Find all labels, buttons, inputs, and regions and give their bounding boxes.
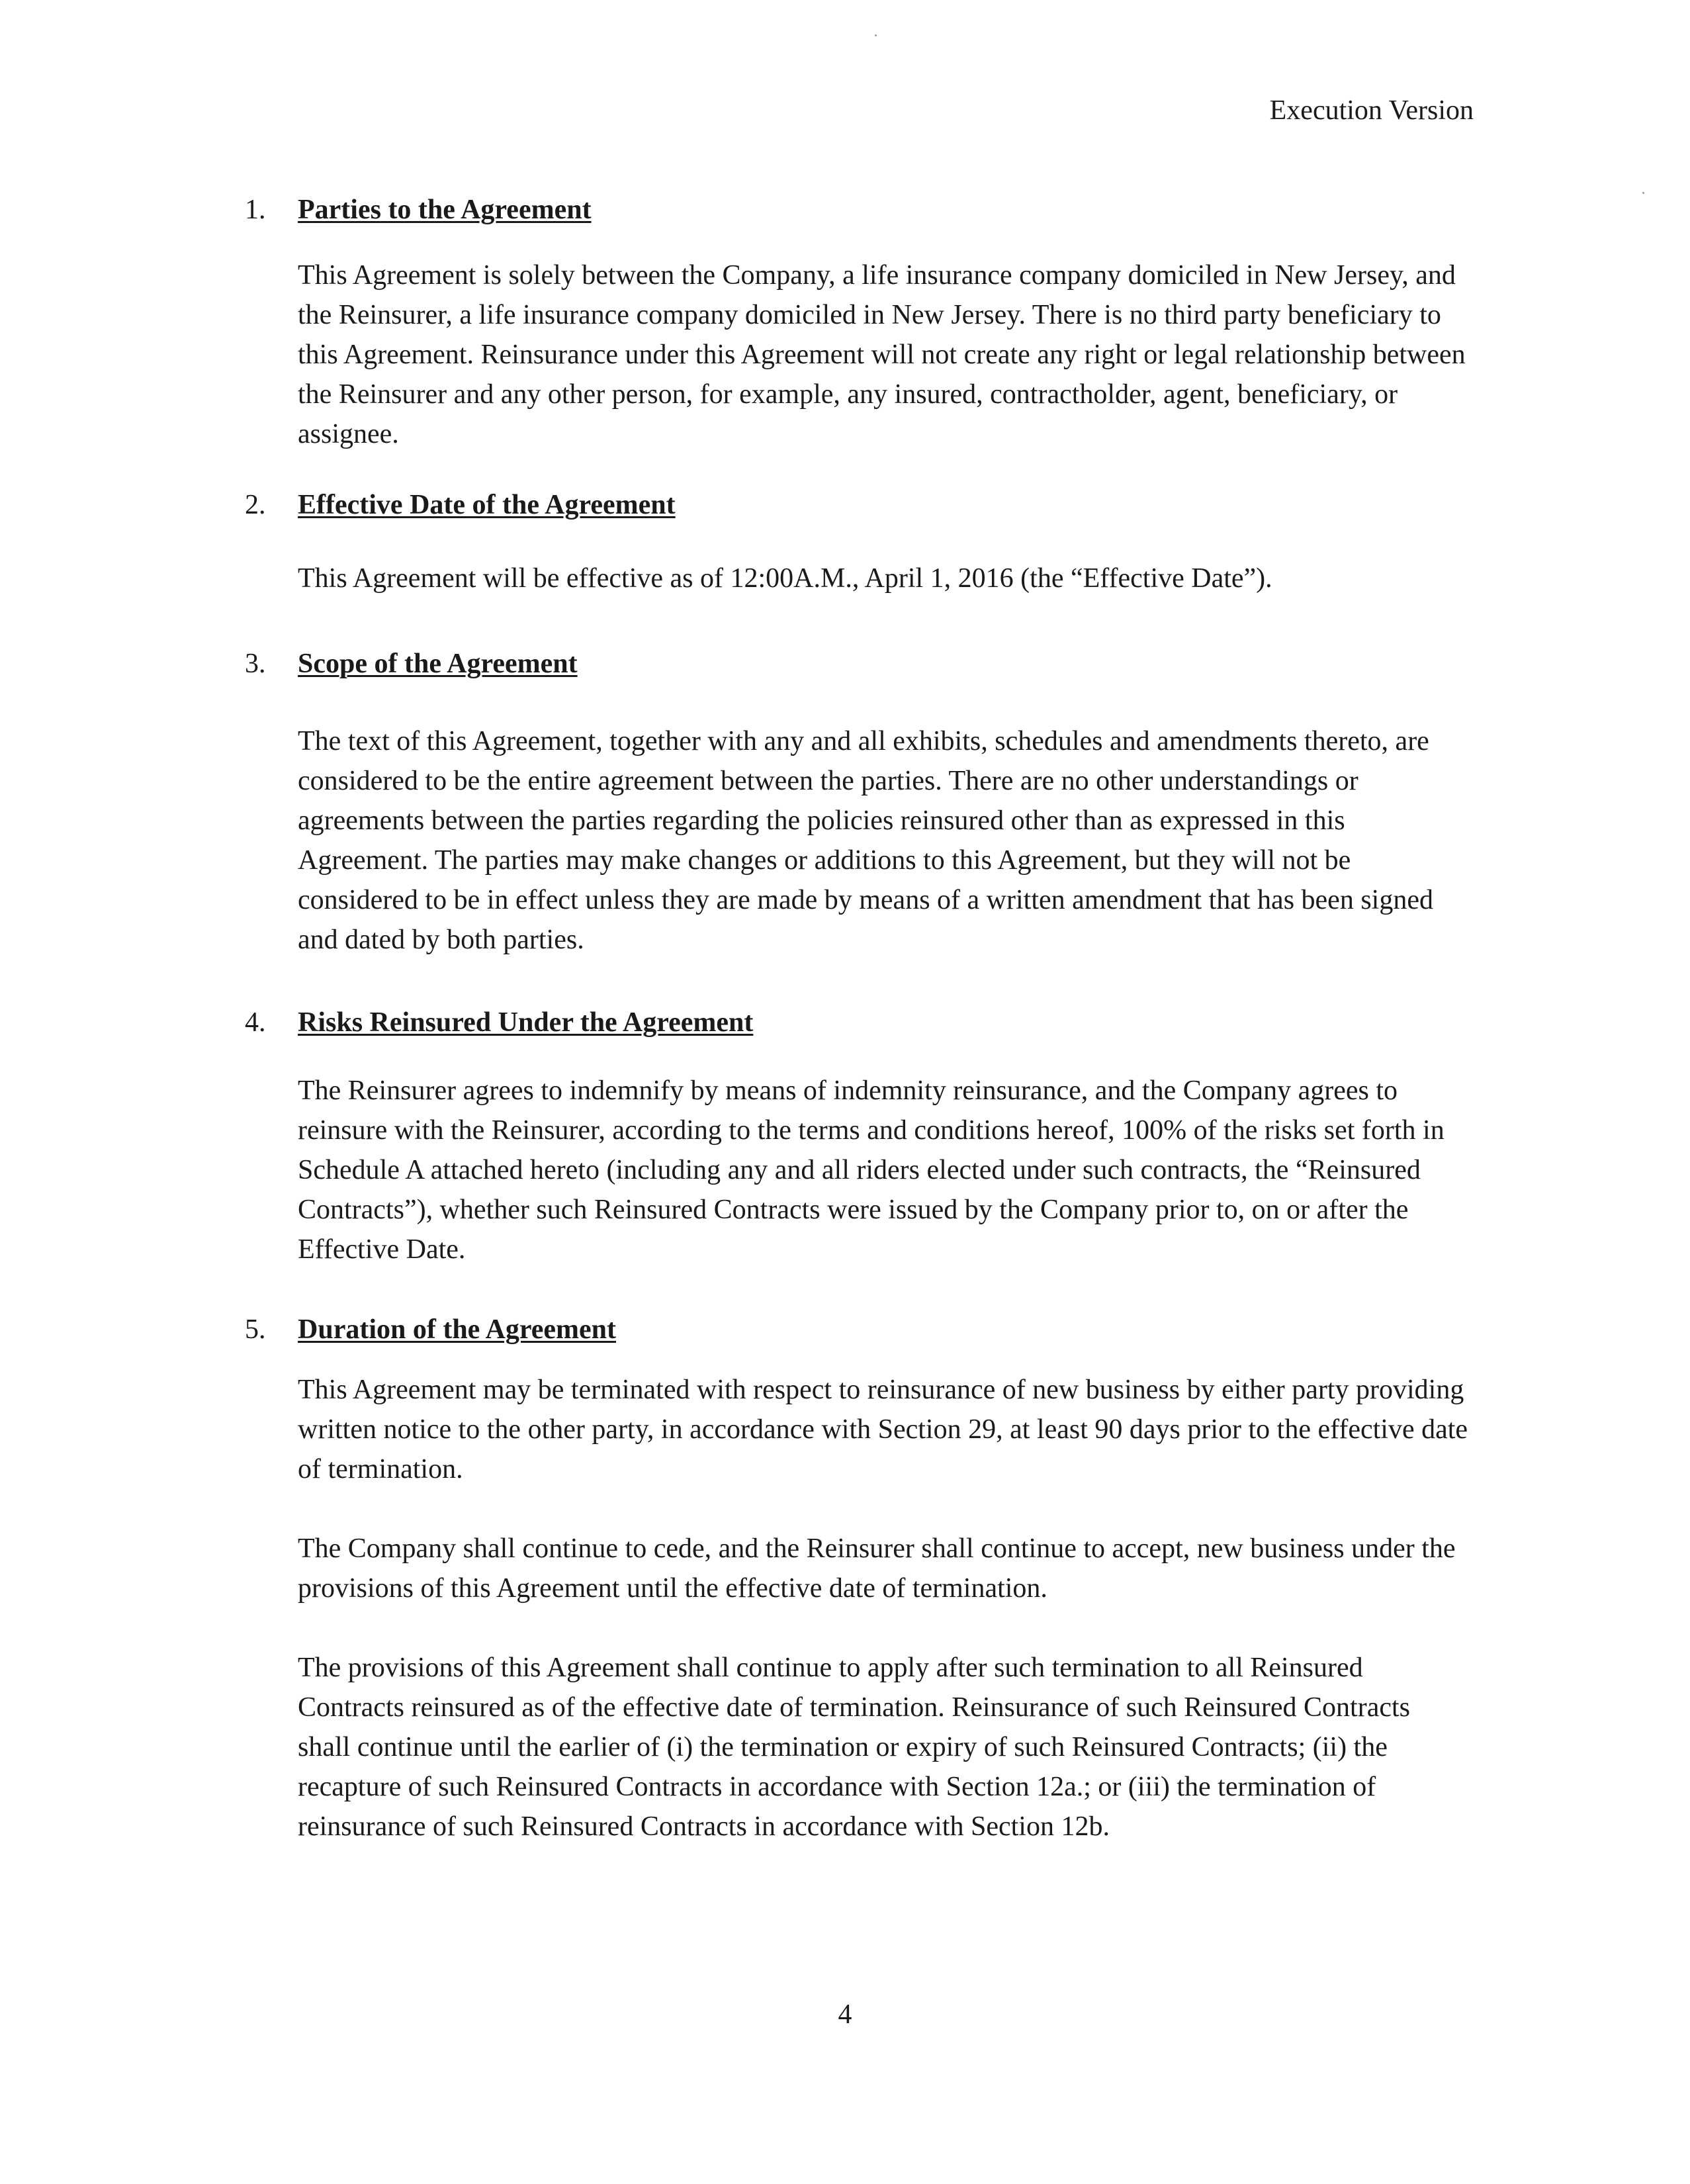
section-heading bbox=[245, 1313, 1476, 1346]
execution-version-label: Execution Version bbox=[1269, 95, 1474, 126]
section-title: Risks Reinsured Under the Agreement bbox=[298, 1007, 754, 1038]
section-paragraph: The Company shall continue to cede, and the Reinsurer shall continue to accept, new business under the provisions of this Agreement until the effective date of termination. bbox=[298, 1533, 1456, 1604]
section-number: 5. bbox=[245, 1314, 266, 1345]
section-heading bbox=[245, 193, 1476, 226]
section-paragraph: This Agreement will be effective as of 12:00A.M., April 1, 2016 (the “Effective Date”). bbox=[298, 563, 1272, 594]
section-paragraph: This Agreement is solely between the Company, a life insurance company domiciled in New Jersey, and the Reinsurer, a life insurance company domiciled in New Jersey. There is no third party beneficiary to this Agreement. Reinsurance under this Agreement will not create any right or legal relationship between the Reinsurer and any other person, for example, any insured, contractholder, agent, beneficiary, or assignee. bbox=[298, 260, 1466, 450]
section-heading bbox=[245, 488, 1476, 522]
section-title: Parties to the Agreement bbox=[298, 195, 592, 225]
section-risks-reinsured bbox=[245, 1006, 1476, 1269]
section-heading bbox=[245, 1006, 1476, 1039]
section-paragraph: The Reinsurer agrees to indemnify by means of indemnity reinsurance, and the Company agrees to reinsure with the Reinsurer, according to the terms and conditions hereof, 100% of the risks set forth in Schedule A attached hereto (including any and all riders elected under such contracts, the “Reinsured Contracts”), whether such Reinsured Contracts were issued by the Company prior to, on or after the Effective Date. bbox=[298, 1075, 1445, 1265]
page-number: 4 bbox=[838, 1999, 852, 2030]
section-number: 4. bbox=[245, 1007, 266, 1038]
section-paragraph: This Agreement may be terminated with respect to reinsurance of new business by either party providing written notice to the other party, in accordance with Section 29, at least 90 days prior to the effective date of termination. bbox=[298, 1375, 1468, 1485]
section-duration bbox=[245, 1313, 1476, 1846]
section-number: 3. bbox=[245, 649, 266, 679]
section-title: Duration of the Agreement bbox=[298, 1314, 616, 1345]
section-title: Effective Date of the Agreement bbox=[298, 490, 676, 520]
section-paragraph: The provisions of this Agreement shall continue to apply after such termination to all Reinsured Contracts reinsured as of the effective date of termination. Reinsurance of such Reinsured Contracts shall continue until the earlier of (i) the termination or expiry of such Reinsured Contracts; (ii) the recapture of such Reinsured Contracts in accordance with Section 12a.; or (iii) the termination of reinsurance of such Reinsured Contracts in accordance with Section 12b. bbox=[298, 1653, 1411, 1843]
scan-speck bbox=[1642, 192, 1644, 194]
section-scope bbox=[245, 647, 1476, 960]
section-title: Scope of the Agreement bbox=[298, 649, 578, 679]
section-paragraph: The text of this Agreement, together with any and all exhibits, schedules and amendments thereto, are considered to be the entire agreement between the parties. There are no other understandings or agreements between the parties regarding the policies reinsured other than as expressed in this Agreement. The parties may make changes or additions to this Agreement, but they will not be considered to be in effect unless they are made by means of a written amendment that has been signed and dated by both parties. bbox=[298, 726, 1433, 956]
section-parties bbox=[245, 193, 1476, 454]
section-effective-date bbox=[245, 488, 1476, 598]
section-number: 2. bbox=[245, 490, 266, 520]
scan-speck bbox=[875, 34, 877, 36]
section-number: 1. bbox=[245, 195, 266, 225]
section-heading bbox=[245, 647, 1476, 680]
